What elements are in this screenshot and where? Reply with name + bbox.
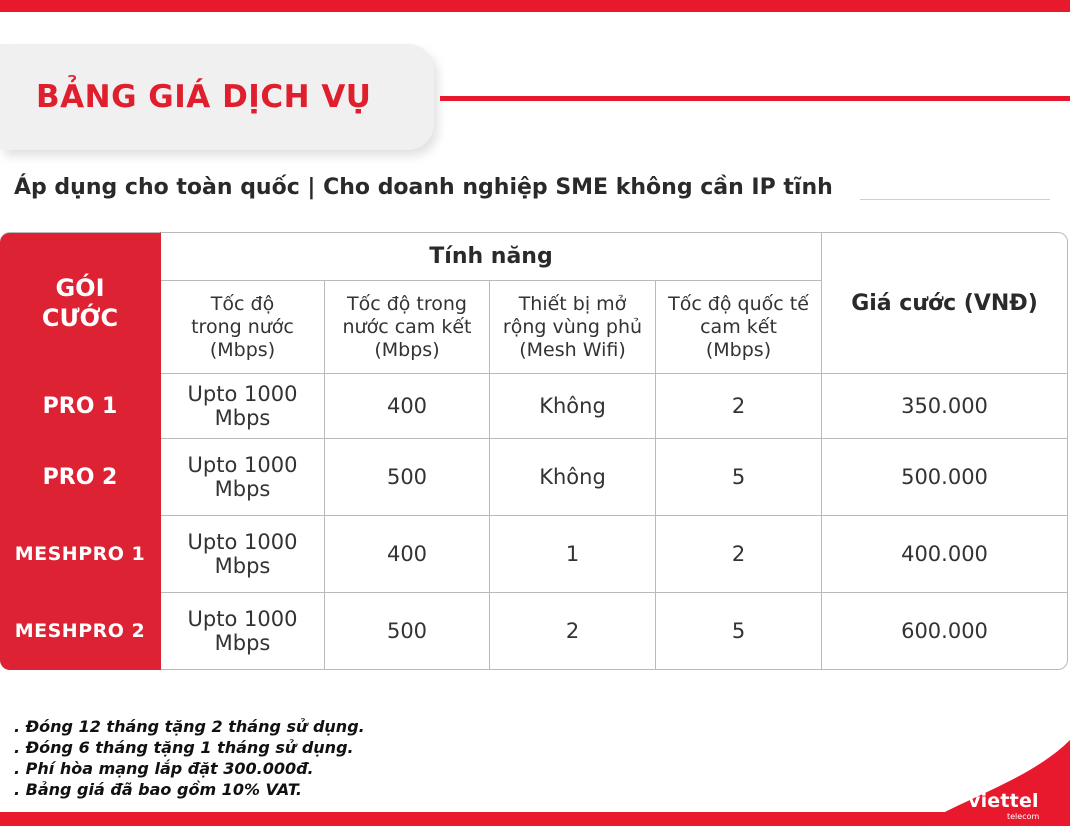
note-item: . Đóng 12 tháng tặng 2 tháng sử dụng. (14, 717, 365, 736)
price-cell: 500.000 (822, 439, 1068, 516)
subtitle-divider-line (860, 199, 1050, 200)
committed-speed-cell: 500 (325, 439, 490, 516)
table-row (0, 439, 1068, 516)
features-header: Tính năng (161, 232, 822, 281)
package-header-line1: GÓI (55, 274, 105, 302)
international-speed-cell: 2 (656, 516, 822, 593)
viettel-logo-sub: telecom (1007, 812, 1040, 821)
mesh-device-cell: 1 (490, 516, 656, 593)
package-name: PRO 1 (0, 374, 161, 439)
page-subtitle: Áp dụng cho toàn quốc | Cho doanh nghiệp SME không cần IP tĩnh (14, 175, 833, 200)
domestic-speed-cell: Upto 1000 Mbps (161, 374, 325, 439)
domestic-speed-cell: Upto 1000 Mbps (161, 516, 325, 593)
committed-speed-header: Tốc độ trong nước cam kết (Mbps) (325, 281, 490, 374)
notes-list (14, 716, 365, 800)
logo-wave-shape (900, 740, 1070, 826)
committed-speed-cell: 500 (325, 593, 490, 670)
table-row (0, 593, 1068, 670)
mesh-device-cell: 2 (490, 593, 656, 670)
international-speed-cell: 5 (656, 593, 822, 670)
international-speed-cell: 5 (656, 439, 822, 516)
package-name: MESHPRO 2 (0, 593, 161, 670)
price-column-header: Giá cước (VNĐ) (822, 232, 1068, 374)
note-item: . Phí hòa mạng lắp đặt 300.000đ. (14, 759, 314, 778)
price-cell: 600.000 (822, 593, 1068, 670)
package-column-header (0, 232, 161, 374)
domestic-speed-cell: Upto 1000 Mbps (161, 439, 325, 516)
domestic-speed-cell: Upto 1000 Mbps (161, 593, 325, 670)
mesh-device-cell: Không (490, 374, 656, 439)
title-banner (0, 44, 434, 150)
international-speed-cell: 2 (656, 374, 822, 439)
top-accent-bar (0, 0, 1070, 12)
price-cell: 350.000 (822, 374, 1068, 439)
price-table (0, 232, 1068, 670)
title-divider-line (440, 96, 1070, 101)
package-name: MESHPRO 1 (0, 516, 161, 593)
committed-speed-cell: 400 (325, 516, 490, 593)
mesh-device-cell: Không (490, 439, 656, 516)
package-name: PRO 2 (0, 439, 161, 516)
viettel-logo: viettel (968, 790, 1039, 812)
package-header-line2: CƯỚC (41, 304, 119, 332)
note-item: . Đóng 6 tháng tặng 1 tháng sử dụng. (14, 738, 354, 757)
mesh-device-header: Thiết bị mở rộng vùng phủ (Mesh Wifi) (490, 281, 656, 374)
domestic-speed-header: Tốc độ trong nước (Mbps) (161, 281, 325, 374)
table-row (0, 374, 1068, 439)
committed-speed-cell: 400 (325, 374, 490, 439)
price-cell: 400.000 (822, 516, 1068, 593)
page-title: BẢNG GIÁ DỊCH VỤ (36, 79, 372, 115)
table-row (0, 516, 1068, 593)
note-item: . Bảng giá đã bao gồm 10% VAT. (14, 780, 302, 799)
international-speed-header: Tốc độ quốc tế cam kết (Mbps) (656, 281, 822, 374)
